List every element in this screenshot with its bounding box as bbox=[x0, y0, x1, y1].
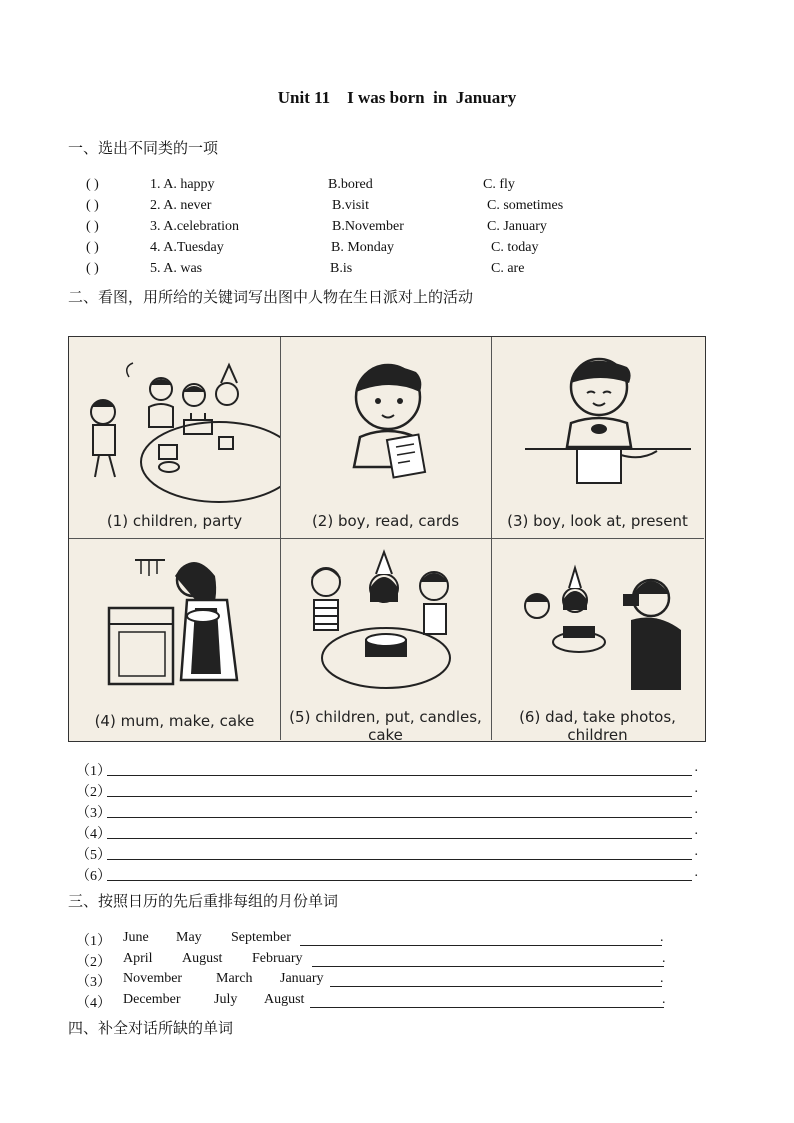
option-c: C. sometimes bbox=[487, 198, 564, 213]
picture-6-caption: (6) dad, take photos, bbox=[519, 708, 676, 726]
option-a: 3. A.celebration bbox=[150, 219, 240, 234]
line-number: （3） bbox=[76, 806, 111, 821]
option-b: B.visit bbox=[332, 198, 369, 213]
option-b: B. Monday bbox=[331, 240, 394, 255]
line-end: . bbox=[694, 781, 698, 796]
month-word: May bbox=[176, 930, 202, 945]
option-b: B.bored bbox=[328, 177, 373, 192]
month-word: March bbox=[216, 971, 253, 986]
writing-line[interactable] bbox=[310, 1007, 664, 1008]
line-number: （5） bbox=[76, 848, 111, 863]
month-row-2 bbox=[76, 951, 676, 971]
answer-paren[interactable]: ( ) bbox=[86, 198, 99, 213]
row-number: （4） bbox=[76, 996, 111, 1011]
month-word: September bbox=[231, 930, 291, 945]
month-word: April bbox=[123, 951, 153, 966]
choice-row bbox=[86, 177, 706, 198]
boy-reading-cards-illustration bbox=[280, 337, 491, 512]
writing-line[interactable] bbox=[107, 838, 692, 839]
option-a: 1. A. happy bbox=[150, 177, 215, 192]
line-end: . bbox=[662, 951, 666, 966]
picture-4 bbox=[69, 538, 281, 740]
boy-looking-at-present-illustration bbox=[491, 337, 704, 512]
option-b: B.November bbox=[332, 219, 404, 234]
picture-4-caption: (4) mum, make, cake bbox=[94, 712, 255, 730]
children-party-illustration bbox=[69, 337, 280, 512]
month-word: July bbox=[214, 992, 238, 1007]
line-end: . bbox=[694, 823, 698, 838]
option-a: 4. A.Tuesday bbox=[150, 240, 224, 255]
writing-line[interactable] bbox=[107, 880, 692, 881]
writing-line[interactable] bbox=[330, 986, 662, 987]
answer-line-4 bbox=[76, 823, 698, 843]
month-row-1 bbox=[76, 930, 676, 950]
option-a: 2. A. never bbox=[150, 198, 212, 213]
month-row-4 bbox=[76, 992, 676, 1012]
answer-line-3 bbox=[76, 802, 698, 822]
writing-line[interactable] bbox=[107, 817, 692, 818]
month-word: February bbox=[252, 951, 303, 966]
picture-6 bbox=[491, 538, 704, 740]
option-b: B.is bbox=[330, 261, 353, 276]
answer-paren[interactable]: ( ) bbox=[86, 261, 99, 276]
month-row-3 bbox=[76, 971, 676, 991]
answer-line-5 bbox=[76, 844, 698, 864]
choice-row bbox=[86, 219, 706, 240]
section-2-heading: 二、看图，用所给的关键词写出图中人物在生日派对上的活动 bbox=[68, 288, 474, 306]
answer-line-6 bbox=[76, 865, 698, 885]
line-number: （2） bbox=[76, 785, 111, 800]
month-word: January bbox=[280, 971, 324, 986]
month-word: August bbox=[182, 951, 223, 966]
line-end: . bbox=[662, 992, 666, 1007]
children-putting-candles-illustration bbox=[280, 538, 491, 706]
row-number: （3） bbox=[76, 975, 111, 990]
line-end: . bbox=[694, 844, 698, 859]
line-end: . bbox=[660, 930, 664, 945]
picture-5 bbox=[280, 538, 492, 740]
picture-1 bbox=[69, 337, 281, 539]
month-word: August bbox=[264, 992, 305, 1007]
line-number: （6） bbox=[76, 869, 111, 884]
month-word: June bbox=[123, 930, 149, 945]
line-end: . bbox=[694, 760, 698, 775]
writing-line[interactable] bbox=[300, 945, 662, 946]
choice-row bbox=[86, 240, 706, 261]
option-c: C. are bbox=[491, 261, 525, 276]
line-end: . bbox=[694, 802, 698, 817]
row-number: （1） bbox=[76, 934, 111, 949]
writing-line[interactable] bbox=[107, 775, 692, 776]
dad-taking-photos-illustration bbox=[491, 538, 704, 706]
picture-6-caption-line-2: children bbox=[567, 726, 628, 740]
writing-line[interactable] bbox=[107, 796, 692, 797]
section-3-heading: 三、按照日历的先后重排每组的月份单词 bbox=[68, 892, 339, 910]
option-c: C. fly bbox=[483, 177, 515, 192]
choice-row bbox=[86, 261, 706, 282]
writing-line[interactable] bbox=[312, 966, 664, 967]
mum-making-cake-illustration bbox=[69, 538, 280, 706]
answer-paren[interactable]: ( ) bbox=[86, 240, 99, 255]
picture-3-caption: (3) boy, look at, present bbox=[507, 512, 688, 530]
picture-5-caption-line-2: cake bbox=[368, 726, 403, 740]
picture-1-caption: (1) children, party bbox=[106, 512, 243, 530]
option-c: C. January bbox=[487, 219, 547, 234]
picture-3 bbox=[491, 337, 704, 539]
writing-line[interactable] bbox=[107, 859, 692, 860]
line-end: . bbox=[694, 865, 698, 880]
page-title: Unit 11 I was born in January bbox=[277, 88, 517, 107]
picture-2-caption: (2) boy, read, cards bbox=[311, 512, 460, 530]
picture-5-caption: (5) children, put, candles, bbox=[289, 708, 482, 726]
month-word: December bbox=[123, 992, 181, 1007]
choice-row bbox=[86, 198, 706, 219]
answer-paren[interactable]: ( ) bbox=[86, 177, 99, 192]
option-a: 5. A. was bbox=[150, 261, 203, 276]
line-number: （4） bbox=[76, 827, 111, 842]
option-c: C. today bbox=[491, 240, 539, 255]
party-picture-grid bbox=[68, 336, 706, 742]
answer-line-2 bbox=[76, 781, 698, 801]
picture-2 bbox=[280, 337, 492, 539]
line-number: （1） bbox=[76, 764, 111, 779]
row-number: （2） bbox=[76, 955, 111, 970]
answer-line-1 bbox=[76, 760, 698, 780]
section-4-heading: 四、补全对话所缺的单词 bbox=[68, 1019, 234, 1037]
line-end: . bbox=[660, 971, 664, 986]
answer-paren[interactable]: ( ) bbox=[86, 219, 99, 234]
section-1-heading: 一、选出不同类的一项 bbox=[68, 139, 219, 157]
month-word: November bbox=[123, 971, 183, 986]
